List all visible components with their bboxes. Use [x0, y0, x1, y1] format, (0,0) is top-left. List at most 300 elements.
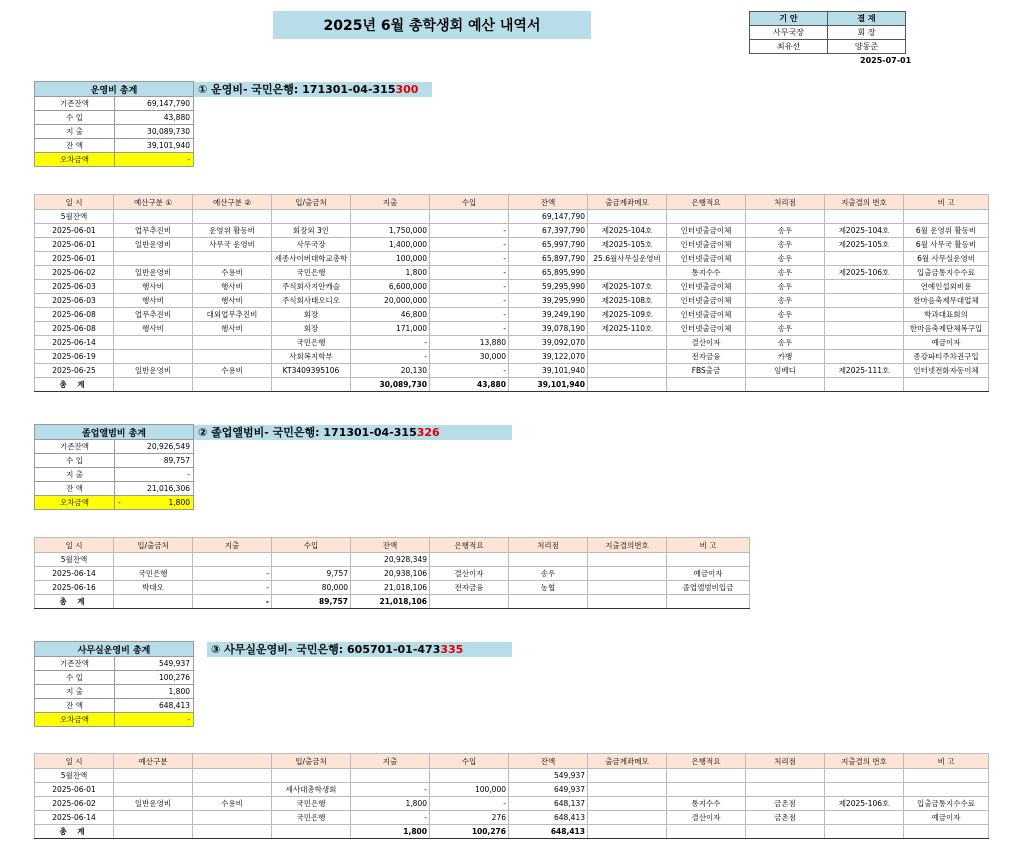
- table-cell: KT3409395106: [272, 364, 351, 378]
- column-header: 비 고: [904, 195, 989, 210]
- table-cell: 2025-06-01: [35, 224, 114, 238]
- table-cell: 회장: [272, 322, 351, 336]
- table-cell: 89,757: [272, 595, 351, 609]
- column-header: 지출결의번호: [588, 538, 667, 553]
- table-cell: 국민은행: [114, 567, 193, 581]
- summary-value: [115, 657, 194, 671]
- table-cell: 20,130: [351, 364, 430, 378]
- summary-value-text: -: [187, 155, 190, 164]
- table-cell: [114, 811, 193, 825]
- table-cell: 총 계: [35, 378, 114, 392]
- table-cell: 카뱅: [746, 350, 825, 364]
- table-row: [35, 553, 750, 567]
- table-cell: 행사비: [114, 280, 193, 294]
- table-cell: 46,800: [351, 308, 430, 322]
- table-cell: 입출금통지수수료: [904, 266, 989, 280]
- table-cell: 국민은행: [272, 266, 351, 280]
- summary-value: [115, 671, 194, 685]
- sign-role-secretary: 사무국장: [750, 26, 828, 40]
- table-cell: [114, 378, 193, 392]
- table-row: [35, 769, 989, 783]
- table-cell: [430, 595, 509, 609]
- table-cell: 주식회사태오디오: [272, 294, 351, 308]
- table-cell: 2025-06-19: [35, 350, 114, 364]
- summary-row: [35, 699, 194, 713]
- table-cell: 제2025-104호: [588, 224, 667, 238]
- column-header: 수입: [430, 754, 509, 769]
- table-cell: 사회복지학부: [272, 350, 351, 364]
- table-cell: 국민은행: [272, 811, 351, 825]
- summary-label: 잔 액: [35, 482, 115, 496]
- table-cell: [746, 783, 825, 797]
- column-header: [193, 754, 272, 769]
- column-header: 예산구분: [114, 754, 193, 769]
- table-cell: [114, 336, 193, 350]
- summary-value: [115, 111, 194, 125]
- table-cell: -: [193, 567, 272, 581]
- table-row: [35, 322, 989, 336]
- table-cell: 5월잔액: [35, 210, 114, 224]
- summary-row: [35, 496, 194, 510]
- summary-label: 오차금액: [35, 496, 115, 510]
- table-cell: [193, 769, 272, 783]
- table-cell: 제2025-105호: [588, 238, 667, 252]
- table-cell: [114, 769, 193, 783]
- table-cell: 입출금통지수수료: [904, 797, 989, 811]
- column-header: 출금계좌메모: [588, 754, 667, 769]
- summary-row: [35, 482, 194, 496]
- table-cell: [825, 769, 904, 783]
- table-cell: 통지수수: [667, 797, 746, 811]
- table-cell: 전자금융: [667, 350, 746, 364]
- table-cell: [114, 783, 193, 797]
- table-cell: 행사비: [193, 322, 272, 336]
- table-row: [35, 252, 989, 266]
- table-cell: 2025-06-01: [35, 252, 114, 266]
- table-cell: [588, 378, 667, 392]
- table-cell: 송우: [746, 294, 825, 308]
- table-cell: [588, 581, 667, 595]
- summary-value-text: 20,926,549: [147, 442, 190, 451]
- table-cell: 전자금융: [430, 581, 509, 595]
- column-header: 지출: [351, 195, 430, 210]
- table-cell: [904, 769, 989, 783]
- summary-value-text: 648,413: [158, 701, 190, 710]
- table-cell: [588, 210, 667, 224]
- summary-label: 기존잔액: [35, 97, 115, 111]
- summary-title: 사무실운영비 총계: [35, 642, 194, 657]
- table-cell: 학과대표회의: [904, 308, 989, 322]
- table-cell: 일반운영비: [114, 364, 193, 378]
- table-cell: 80,000: [272, 581, 351, 595]
- table-cell: -: [430, 294, 509, 308]
- table-cell: [351, 769, 430, 783]
- table-cell: 9,757: [272, 567, 351, 581]
- table-cell: [667, 210, 746, 224]
- table-cell: -: [351, 811, 430, 825]
- table-cell: 제2025-106호: [825, 266, 904, 280]
- table-cell: 제2025-110호: [588, 322, 667, 336]
- table-cell: [588, 336, 667, 350]
- table-cell: 59,295,990: [509, 280, 588, 294]
- table-cell: [193, 210, 272, 224]
- column-header: 처리점: [746, 195, 825, 210]
- summary-label: 수 입: [35, 671, 115, 685]
- table-cell: 금촌점: [746, 811, 825, 825]
- table-cell: [825, 294, 904, 308]
- table-cell: -: [430, 308, 509, 322]
- table-cell: 2025-06-03: [35, 280, 114, 294]
- table-cell: 13,880: [430, 336, 509, 350]
- page-title: 2025년 6월 총학생회 예산 내역서: [273, 11, 591, 39]
- table-cell: [746, 825, 825, 839]
- table-cell: 5월잔액: [35, 769, 114, 783]
- column-header: 잔액: [509, 754, 588, 769]
- summary-value: [115, 153, 194, 167]
- column-header: 처리점: [746, 754, 825, 769]
- table-cell: -: [430, 322, 509, 336]
- table-cell: FBS출금: [667, 364, 746, 378]
- table-cell: 제2025-106호: [825, 797, 904, 811]
- table-cell: 2025-06-14: [35, 567, 114, 581]
- summary-row: [35, 97, 194, 111]
- table-cell: 39,101,940: [509, 364, 588, 378]
- table-cell: 인터넷출금이체: [667, 280, 746, 294]
- table-cell: 업무추진비: [114, 308, 193, 322]
- column-header: 지출결의 번호: [825, 195, 904, 210]
- table-cell: 2025-06-14: [35, 336, 114, 350]
- table-cell: [825, 825, 904, 839]
- column-header: 잔액: [351, 538, 430, 553]
- table-cell: 회장: [272, 308, 351, 322]
- account-number: ① 운영비- 국민은행: 171301-04-315: [198, 83, 396, 96]
- column-header: 예산구분 ②: [193, 195, 272, 210]
- table-cell: 인터넷출금이체: [667, 308, 746, 322]
- table-cell: 송우: [746, 266, 825, 280]
- table-cell: 100,276: [430, 825, 509, 839]
- table-cell: -: [193, 581, 272, 595]
- table-row: [35, 811, 989, 825]
- table-cell: [193, 252, 272, 266]
- table-cell: [825, 783, 904, 797]
- table-cell: 행사비: [193, 280, 272, 294]
- table-cell: [272, 210, 351, 224]
- summary-value-text: 100,276: [158, 673, 190, 682]
- ledger-album: [34, 537, 750, 609]
- table-cell: 제2025-105호: [825, 238, 904, 252]
- column-header: 수입: [430, 195, 509, 210]
- table-cell: 제2025-104호: [825, 224, 904, 238]
- summary-value-text: 69,147,790: [147, 99, 190, 108]
- table-cell: 송우: [746, 224, 825, 238]
- table-cell: 대외업무추진비: [193, 308, 272, 322]
- table-cell: 1,750,000: [351, 224, 430, 238]
- table-cell: 한마음축제무대업체: [904, 294, 989, 308]
- table-cell: 행사비: [114, 294, 193, 308]
- summary-value: [115, 482, 194, 496]
- account-number: ③ 사무실운영비- 국민은행: 605701-01-473: [211, 643, 441, 656]
- table-cell: 2025-06-01: [35, 783, 114, 797]
- table-cell: 농협: [509, 581, 588, 595]
- table-cell: 국민은행: [272, 336, 351, 350]
- table-cell: [193, 825, 272, 839]
- table-cell: 2025-06-08: [35, 308, 114, 322]
- table-cell: [430, 210, 509, 224]
- table-row: [35, 308, 989, 322]
- table-cell: [114, 825, 193, 839]
- table-cell: 2025-06-14: [35, 811, 114, 825]
- table-cell: [904, 378, 989, 392]
- table-cell: -: [351, 783, 430, 797]
- table-cell: [904, 783, 989, 797]
- account-number-suffix: 300: [395, 83, 419, 96]
- table-cell: [430, 553, 509, 567]
- table-cell: [588, 811, 667, 825]
- table-cell: 송우: [746, 336, 825, 350]
- summary-label: 오차금액: [35, 153, 115, 167]
- summary-value: [115, 468, 194, 482]
- table-row: [35, 581, 750, 595]
- table-cell: [746, 210, 825, 224]
- column-header: 입/출금처: [272, 754, 351, 769]
- table-cell: 사무국 운영비: [193, 238, 272, 252]
- table-cell: [430, 769, 509, 783]
- table-cell: -: [193, 595, 272, 609]
- table-cell: 30,089,730: [351, 378, 430, 392]
- sign-header-approve: 결 재: [828, 12, 906, 26]
- table-cell: [825, 336, 904, 350]
- column-header: 은행적요: [667, 195, 746, 210]
- table-cell: 549,937: [509, 769, 588, 783]
- table-cell: 6월 운영위 활동비: [904, 224, 989, 238]
- table-cell: [588, 769, 667, 783]
- table-cell: [588, 350, 667, 364]
- table-row: [35, 294, 989, 308]
- summary-value-text: -: [187, 715, 190, 724]
- table-cell: 100,000: [351, 252, 430, 266]
- table-cell: [825, 811, 904, 825]
- summary-label: 잔 액: [35, 139, 115, 153]
- account-operating: [194, 82, 432, 97]
- table-cell: 송우: [746, 252, 825, 266]
- table-cell: 39,249,190: [509, 308, 588, 322]
- table-cell: [588, 553, 667, 567]
- summary-value-text: 549,937: [158, 659, 190, 668]
- table-cell: 39,078,190: [509, 322, 588, 336]
- table-cell: 5월잔액: [35, 553, 114, 567]
- column-header: 잔액: [509, 195, 588, 210]
- table-cell: -: [430, 797, 509, 811]
- account-number: ② 졸업앨범비- 국민은행: 171301-04-315: [198, 426, 417, 439]
- table-cell: 2025-06-08: [35, 322, 114, 336]
- table-cell: -: [430, 364, 509, 378]
- total-row: [35, 378, 989, 392]
- summary-row: [35, 454, 194, 468]
- table-cell: 제2025-107호: [588, 280, 667, 294]
- summary-row: [35, 153, 194, 167]
- table-cell: [825, 280, 904, 294]
- table-cell: 20,928,349: [351, 553, 430, 567]
- summary-row: [35, 125, 194, 139]
- summary-row: [35, 139, 194, 153]
- summary-value-text: -: [187, 470, 190, 479]
- table-cell: 276: [430, 811, 509, 825]
- table-cell: 일반운영비: [114, 266, 193, 280]
- table-cell: 회장외 3인: [272, 224, 351, 238]
- table-cell: 65,895,990: [509, 266, 588, 280]
- table-cell: 인터넷전화자동이체: [904, 364, 989, 378]
- report-date: 2025-07-01: [860, 56, 912, 65]
- column-header: 일 시: [35, 754, 114, 769]
- summary-label: 잔 액: [35, 699, 115, 713]
- table-cell: 2025-06-01: [35, 238, 114, 252]
- table-cell: 예금이자: [904, 811, 989, 825]
- table-cell: [272, 825, 351, 839]
- account-office: [207, 642, 512, 657]
- table-cell: [667, 378, 746, 392]
- column-header: 은행적요: [430, 538, 509, 553]
- table-cell: 인터넷출금이체: [667, 322, 746, 336]
- table-cell: [193, 811, 272, 825]
- table-cell: [193, 336, 272, 350]
- table-cell: 총 계: [35, 595, 114, 609]
- table-cell: 졸업앨범비입금: [667, 581, 750, 595]
- summary-value-text: 1,800: [168, 687, 190, 696]
- summary-row: [35, 671, 194, 685]
- table-cell: 39,092,070: [509, 336, 588, 350]
- table-cell: [667, 553, 750, 567]
- table-cell: 39,101,940: [509, 378, 588, 392]
- table-cell: 6월 사무실운영비: [904, 252, 989, 266]
- table-cell: 2025-06-02: [35, 266, 114, 280]
- summary-value: [115, 454, 194, 468]
- table-cell: 일반운영비: [114, 238, 193, 252]
- table-cell: 송우: [746, 308, 825, 322]
- table-cell: 세종사이버대학교총학: [272, 252, 351, 266]
- summary-value: [115, 139, 194, 153]
- table-cell: 2025-06-03: [35, 294, 114, 308]
- table-cell: 1,800: [351, 797, 430, 811]
- table-cell: 1,800: [351, 825, 430, 839]
- table-cell: 세사대총학생회: [272, 783, 351, 797]
- summary-value: [115, 125, 194, 139]
- table-cell: [588, 364, 667, 378]
- table-cell: 6,600,000: [351, 280, 430, 294]
- summary-label: 지 출: [35, 125, 115, 139]
- table-cell: 송우: [509, 567, 588, 581]
- summary-label: 오차금액: [35, 713, 115, 727]
- table-row: [35, 280, 989, 294]
- table-row: [35, 266, 989, 280]
- table-cell: [588, 797, 667, 811]
- column-header: 입/출금처: [272, 195, 351, 210]
- table-cell: 65,897,790: [509, 252, 588, 266]
- table-row: [35, 210, 989, 224]
- table-cell: 69,147,790: [509, 210, 588, 224]
- column-header: 지출: [351, 754, 430, 769]
- table-cell: 제2025-108호: [588, 294, 667, 308]
- table-row: [35, 797, 989, 811]
- summary-value-text: 30,089,730: [147, 127, 190, 136]
- summary-office: [34, 641, 194, 727]
- summary-row: [35, 657, 194, 671]
- column-header: 비 고: [904, 754, 989, 769]
- summary-operating: [34, 81, 194, 167]
- table-cell: 21,018,106: [351, 581, 430, 595]
- table-cell: [114, 210, 193, 224]
- summary-row: [35, 685, 194, 699]
- table-row: [35, 350, 989, 364]
- table-cell: 결산이자: [430, 567, 509, 581]
- table-cell: 100,000: [430, 783, 509, 797]
- column-header: 일 시: [35, 195, 114, 210]
- table-cell: 2025-06-25: [35, 364, 114, 378]
- table-cell: 21,018,106: [351, 595, 430, 609]
- summary-label: 기존잔액: [35, 657, 115, 671]
- table-cell: 업무추진비: [114, 224, 193, 238]
- summary-label: 수 입: [35, 111, 115, 125]
- approval-box: [749, 11, 906, 54]
- table-cell: 한마음축제단체복구입: [904, 322, 989, 336]
- summary-row: [35, 440, 194, 454]
- table-cell: 인터넷출금이체: [667, 224, 746, 238]
- ledger-office: [34, 753, 989, 839]
- table-cell: 제2025-109호: [588, 308, 667, 322]
- summary-title: 졸업앨범비 총계: [35, 425, 194, 440]
- table-cell: 30,000: [430, 350, 509, 364]
- summary-value-prefix: -: [118, 498, 121, 507]
- table-cell: 예금이자: [667, 567, 750, 581]
- table-row: [35, 567, 750, 581]
- table-cell: [509, 595, 588, 609]
- account-number-suffix: 326: [416, 426, 440, 439]
- table-cell: [588, 595, 667, 609]
- total-row: [35, 825, 989, 839]
- table-cell: 결산이자: [667, 336, 746, 350]
- table-cell: 임베디: [746, 364, 825, 378]
- table-cell: [272, 769, 351, 783]
- table-cell: 43,880: [430, 378, 509, 392]
- ledger-operating: [34, 194, 989, 392]
- summary-value: [115, 713, 194, 727]
- column-header: 일 시: [35, 538, 114, 553]
- table-cell: 6월 사무국 활동비: [904, 238, 989, 252]
- table-cell: -: [430, 280, 509, 294]
- table-cell: -: [430, 266, 509, 280]
- table-cell: 20,938,106: [351, 567, 430, 581]
- summary-value: [115, 97, 194, 111]
- summary-value-text: 43,880: [163, 113, 190, 122]
- table-cell: [114, 252, 193, 266]
- summary-album: [34, 424, 194, 510]
- table-cell: 결산이자: [667, 811, 746, 825]
- table-cell: [351, 210, 430, 224]
- table-cell: [904, 210, 989, 224]
- table-cell: 운영위 활동비: [193, 224, 272, 238]
- column-header: 비 고: [667, 538, 750, 553]
- table-cell: [746, 769, 825, 783]
- column-header: 처리점: [509, 538, 588, 553]
- table-cell: -: [430, 224, 509, 238]
- summary-label: 기존잔액: [35, 440, 115, 454]
- table-cell: [825, 378, 904, 392]
- table-cell: 수용비: [193, 797, 272, 811]
- table-cell: 금촌점: [746, 797, 825, 811]
- table-cell: 제2025-111호: [825, 364, 904, 378]
- table-cell: [509, 553, 588, 567]
- table-cell: 171,000: [351, 322, 430, 336]
- table-cell: [667, 595, 750, 609]
